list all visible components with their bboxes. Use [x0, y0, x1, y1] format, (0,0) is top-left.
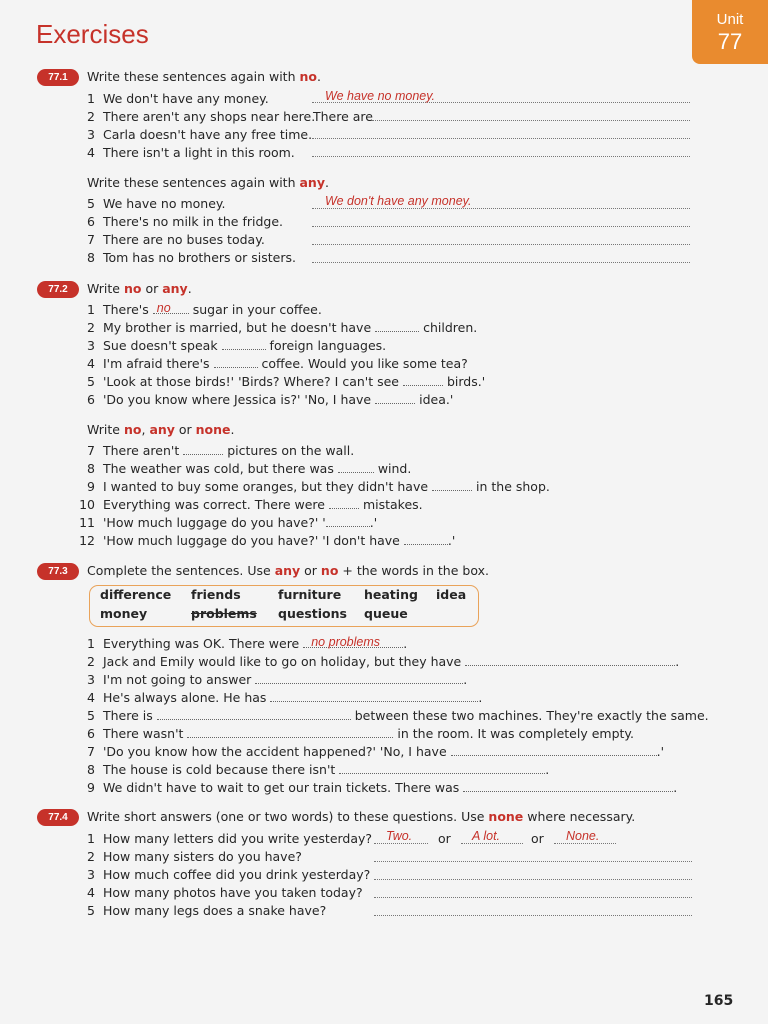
instruction-77-2a: Write no or any. — [87, 281, 192, 296]
unit-number: 77 — [717, 29, 743, 54]
exercise-badge-77-2: 77.2 — [37, 281, 79, 298]
word: friends — [191, 587, 241, 602]
answer-77-4-1b: A lot. — [472, 829, 501, 843]
word: queue — [364, 606, 408, 621]
answer-line[interactable] — [312, 208, 690, 209]
word-used: problems — [191, 606, 257, 621]
word: questions — [278, 606, 347, 621]
word: furniture — [278, 587, 342, 602]
exercise-badge-77-4: 77.4 — [37, 809, 79, 826]
instruction-77-4: Write short answers (one or two words) to these questions. Use none where necessary. — [87, 809, 636, 824]
answer-line[interactable] — [312, 156, 690, 157]
blank[interactable] — [222, 338, 266, 350]
answer-line[interactable] — [374, 861, 692, 862]
blank[interactable] — [465, 654, 675, 666]
exercise-badge-77-1: 77.1 — [37, 69, 79, 86]
word: idea — [436, 587, 467, 602]
or-word: or — [531, 831, 544, 846]
answer-77-4-1a: Two. — [386, 829, 413, 843]
blank[interactable] — [403, 374, 443, 386]
answer-77-3-1: no problems — [311, 635, 381, 649]
word: money — [100, 606, 148, 621]
exercise-badge-77-3: 77.3 — [37, 563, 79, 580]
page-title: Exercises — [36, 19, 149, 49]
blank[interactable] — [157, 708, 351, 720]
instruction-77-1a: Write these sentences again with no. — [87, 69, 321, 84]
answer-77-2-1: no — [156, 301, 171, 315]
blank[interactable] — [339, 762, 545, 774]
instruction-77-2b: Write no, any or none. — [87, 422, 235, 437]
blank[interactable] — [463, 780, 673, 792]
answer-line[interactable] — [312, 262, 690, 263]
word: difference — [100, 587, 172, 602]
answer-line[interactable] — [312, 226, 690, 227]
blank[interactable] — [326, 515, 370, 527]
answer-line[interactable] — [312, 244, 690, 245]
answer-line[interactable] — [374, 879, 692, 880]
instruction-77-3: Complete the sentences. Use any or no + the words in the box. — [87, 563, 489, 578]
word: heating — [364, 587, 418, 602]
blank[interactable] — [375, 320, 419, 332]
unit-tab — [692, 0, 768, 64]
answer-77-1-5: We don't have any money. — [325, 194, 472, 208]
unit-label: Unit — [716, 11, 744, 28]
blank[interactable] — [329, 497, 359, 509]
answer-line[interactable] — [374, 843, 428, 844]
blank[interactable] — [255, 672, 463, 684]
answer-77-1-1: We have no money. — [325, 89, 436, 103]
blank[interactable] — [183, 443, 223, 455]
answer-line[interactable] — [374, 915, 692, 916]
blank[interactable] — [338, 461, 374, 473]
answer-77-4-1c: None. — [566, 829, 600, 843]
page-number: 165 — [704, 993, 734, 1009]
or-word: or — [438, 831, 451, 846]
blank[interactable] — [451, 744, 657, 756]
answer-line[interactable] — [554, 843, 616, 844]
blank[interactable] — [214, 356, 258, 368]
blank[interactable] — [375, 392, 415, 404]
answer-line[interactable] — [312, 138, 690, 139]
answer-line[interactable] — [461, 843, 523, 844]
answer-line[interactable] — [372, 120, 690, 121]
blank[interactable] — [432, 479, 472, 491]
answer-line[interactable] — [374, 897, 692, 898]
blank[interactable] — [187, 726, 393, 738]
instruction-77-1b: Write these sentences again with any. — [87, 175, 329, 190]
blank[interactable] — [404, 533, 448, 545]
blank[interactable] — [270, 690, 478, 702]
